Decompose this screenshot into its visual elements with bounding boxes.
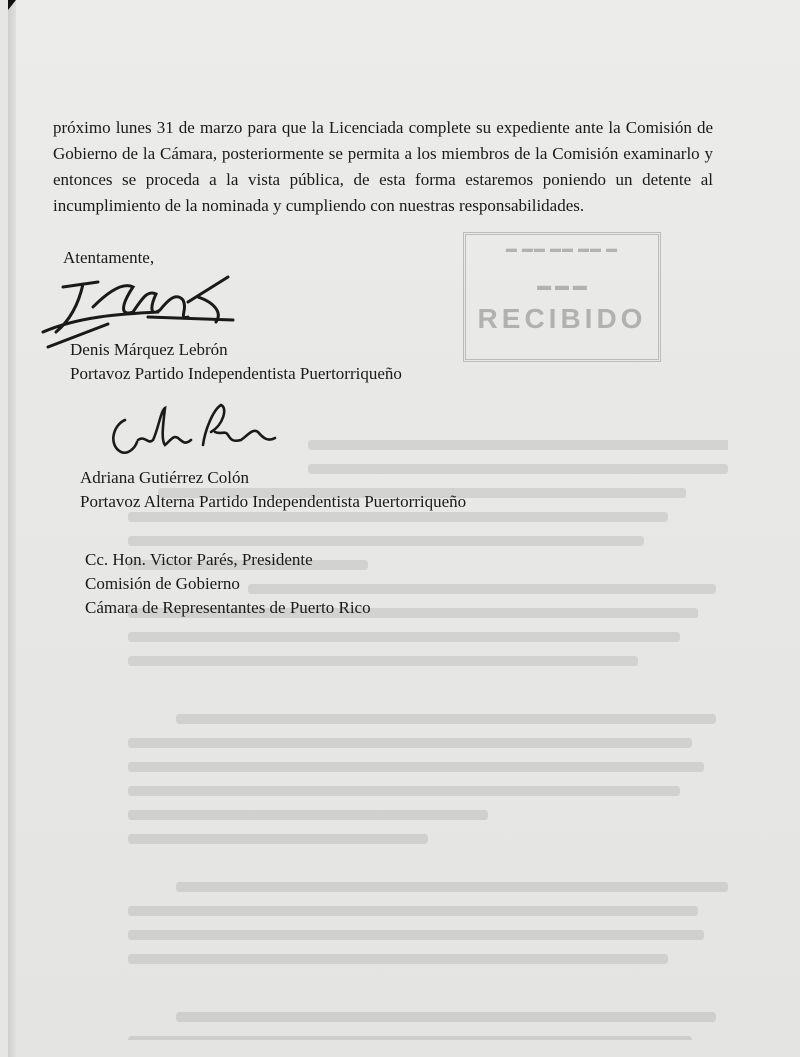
bleed-through-text <box>128 440 728 1040</box>
corner-mark <box>8 0 16 10</box>
letter-paragraph: próximo lunes 31 de marzo para que la Licenciada complete su expediente ante la Comisión de Gobierno de la Cámara, posteriormente se permita a los miembros de la Comisión examinarlo y entonces se proceda a la vista pública, de esta forma estaremos poniendo un detente al incumplimiento de la nominada y cumpliendo con nuestras responsabilidades. <box>53 118 713 215</box>
closing: Atentamente, <box>63 248 155 267</box>
page-edge <box>8 0 16 1057</box>
document-page <box>8 0 800 1057</box>
stamp-date-smudge: ▬ ▬ ▬ <box>537 277 587 293</box>
signer-2-title: Portavoz Alterna Partido Independentista Puertorriqueño <box>80 492 467 511</box>
signature-2 <box>103 400 278 462</box>
cc-line-3: Cámara de Representantes de Puerto Rico <box>85 598 371 617</box>
signer-2-name: Adriana Gutiérrez Colón <box>80 468 249 487</box>
stamp-header-smudge: ▬ ▬▬ ▬▬ ▬▬ ▬ <box>505 243 619 255</box>
signer-1-title: Portavoz Partido Independentista Puertorriqueño <box>70 364 402 383</box>
received-stamp <box>463 232 661 362</box>
stamp-word: RECIBIDO <box>477 303 647 334</box>
signer-2-block <box>80 466 466 514</box>
signer-1-name: Denis Márquez Lebrón <box>70 340 228 359</box>
cc-line-2: Comisión de Gobierno <box>85 574 240 593</box>
cc-line-1: Cc. Hon. Victor Parés, Presidente <box>85 550 313 569</box>
cc-block <box>85 548 371 620</box>
signer-1-block <box>70 338 402 386</box>
